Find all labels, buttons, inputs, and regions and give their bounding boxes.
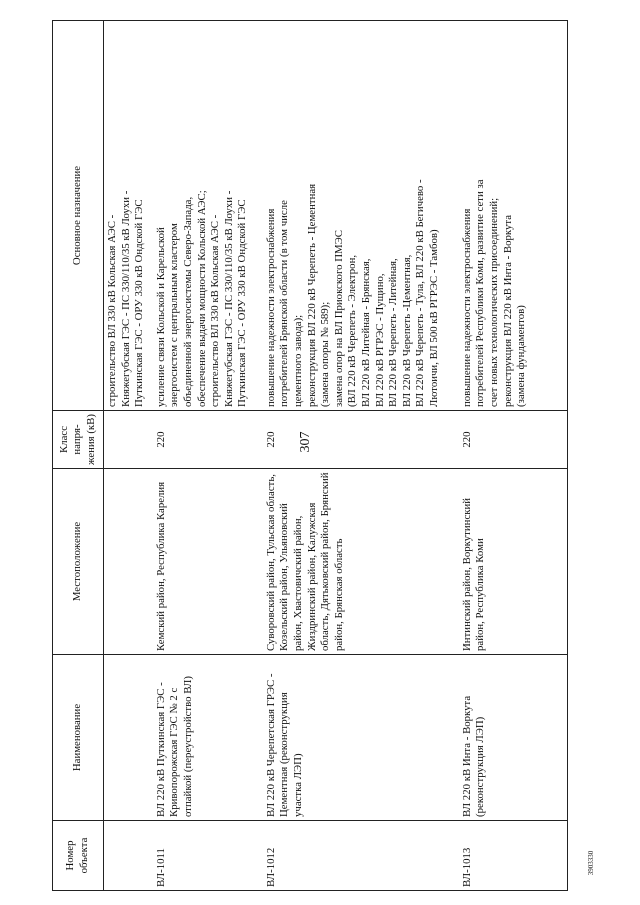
object-purpose <box>455 21 568 411</box>
purpose-line: ВЛ 220 кВ Черепеть - Тула, ВЛ 220 кВ Бегичево - <box>414 179 427 407</box>
purpose-line: (замена опоры № 589); <box>319 301 332 407</box>
purpose-line: Княжегубская ГЭС - ПС 330/110/35 кВ Лоухи - <box>119 190 132 407</box>
purpose-line: строительство ВЛ 330 кВ Кольская АЭС - <box>106 214 118 407</box>
purpose-line: замена опор на ВЛ Приокского ПМЭС <box>332 230 345 407</box>
table-row <box>149 21 259 891</box>
header-voltage-class: Класс напря-жения (кВ) <box>53 411 104 469</box>
table-row <box>455 21 568 891</box>
purpose-line: потребителей Брянской области (в том числе <box>278 200 291 407</box>
object-purpose <box>104 21 149 411</box>
object-voltage: 220 <box>455 411 568 469</box>
purpose-line: ВЛ 220 кВ Черепеть - Литейная, <box>387 258 400 407</box>
header-purpose: Основное назначение <box>53 21 104 411</box>
object-name: ВЛ 220 кВ Черепетская ГРЭС - Цементная (реконструкция участка ЛЭП) <box>259 655 455 821</box>
purpose-line: Лютоичи, ВЛ 500 кВ РГРЭС - Тамбов) <box>427 229 440 407</box>
object-location: Суворовский район, Тульская область, Козельский район, Ульяновский район, Хвастовичский район, Жиздринский район, Калужская область, Дятьковский район, Брянский район, Брянская область <box>259 469 455 655</box>
object-location: Интинский район, Воркутинский район, Республика Коми <box>455 469 568 655</box>
object-voltage: 220 <box>259 411 455 469</box>
object-number: ВЛ-1012 <box>259 821 455 891</box>
header-location: Местоположение <box>53 469 104 655</box>
table-row <box>259 21 455 891</box>
table-header-row <box>53 21 104 891</box>
purpose-line: ВЛ 220 кВ Литейная - Брянская, <box>359 258 372 407</box>
object-purpose <box>149 21 259 411</box>
object-location <box>104 469 149 655</box>
object-name <box>104 655 149 821</box>
purpose-line: энергосистем с центральным кластером <box>168 223 181 407</box>
purpose-line: Путкинская ГЭС - ОРУ 330 кВ Ондской ГЭС <box>236 199 249 407</box>
header-object-number: Номер объекта <box>53 821 104 891</box>
object-purpose <box>259 21 455 411</box>
object-number: ВЛ-1013 <box>455 821 568 891</box>
purpose-line: ВЛ 220 кВ Черепеть -Цементная, <box>400 254 413 407</box>
object-number: ВЛ-1011 <box>149 821 259 891</box>
purpose-line: повышение надежности электроснабжения <box>264 208 277 407</box>
purpose-line: реконструкция ВЛ 220 кВ Инта - Воркута <box>501 214 514 407</box>
purpose-line: реконструкция ВЛ 220 кВ Черепеть - Цементная <box>305 183 318 407</box>
purpose-line: Путкинская ГЭС - ОРУ 330 кВ Ондской ГЭС <box>133 199 146 407</box>
purpose-line: потребителей Республики Коми, развитие сети за <box>474 179 487 407</box>
purpose-line: счет новых технологических присоединений; <box>487 197 500 407</box>
table-row <box>104 21 149 891</box>
object-number <box>104 821 149 891</box>
object-name: ВЛ 220 кВ Инта - Воркута (реконструкция ЛЭП) <box>455 655 568 821</box>
purpose-line: Княжегубская ГЭС - ПС 330/110/35 кВ Лоухи - <box>222 190 235 407</box>
object-name: ВЛ 220 кВ Путкинская ГЭС - Кривопорожская ГЭС № 2 с отпайкой (переустройство ВЛ) <box>149 655 259 821</box>
page-number: 307 <box>298 431 313 453</box>
purpose-line: цементного завода); <box>291 314 304 407</box>
purpose-line: усиление связи Кольской и Карельской <box>154 227 167 407</box>
object-voltage <box>104 411 149 469</box>
object-voltage: 220 <box>149 411 259 469</box>
rotated-table-page <box>52 21 614 891</box>
purpose-line: объединенной энергосистемы Северо-Запада, <box>181 196 194 407</box>
purpose-line: (ВЛ 220 кВ Черепеть - Электрон, <box>346 254 359 407</box>
objects-table <box>52 20 568 891</box>
purpose-line: ВЛ 220 кВ РГРЭС - Пущино, <box>373 273 386 407</box>
document-id: 3903330 <box>587 850 595 876</box>
purpose-line: строительство ВЛ 330 кВ Кольская АЭС - <box>209 214 222 407</box>
purpose-line: повышение надежности электроснабжения <box>460 208 473 407</box>
header-name: Наименование <box>53 655 104 821</box>
purpose-line: (замена фундаментов) <box>515 305 528 407</box>
purpose-line: обеспечение выдачи мощности Кольской АЭС; <box>195 190 208 407</box>
object-location: Кемский район, Республика Карелия <box>149 469 259 655</box>
